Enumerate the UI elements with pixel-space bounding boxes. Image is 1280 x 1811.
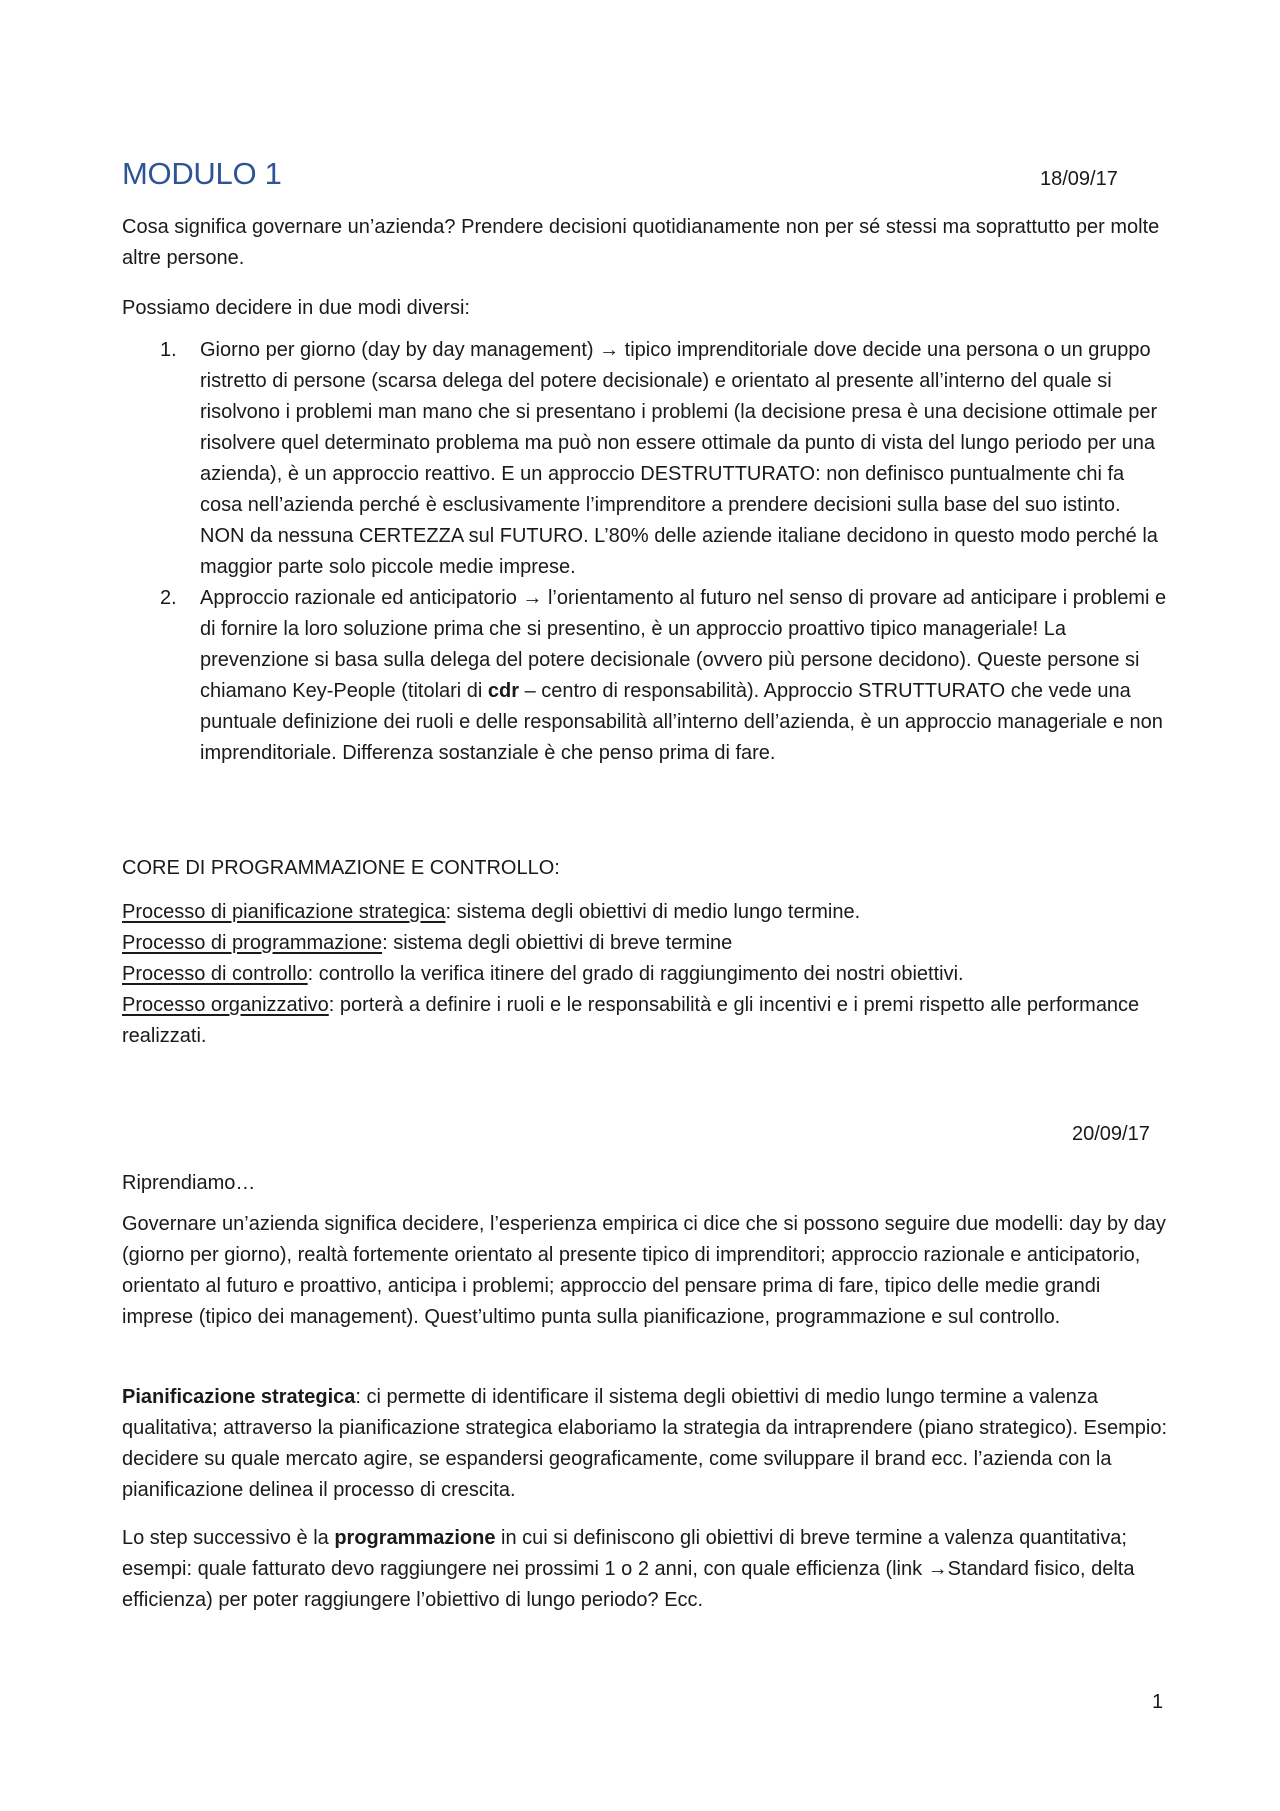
- bold-term: cdr: [487, 680, 520, 702]
- numbered-list: [122, 335, 1167, 769]
- list-item-number: 1.: [160, 339, 177, 361]
- paragraph: [122, 1382, 1167, 1506]
- process-term: Processo di pianificazione strategica: [122, 901, 446, 923]
- paragraph-text: : ci permette di identificare il sistema degli obiettivi di medio lungo termine a valenza qualitativa; attraverso la pianificazione strategica elaboriamo la strategia da intraprendere (piano strategico). Esempio: decidere su quale mercato agire, se espandersi geograficamente, come sviluppare il brand ecc. l’azienda con la pianificazione delinea il processo di crescita.: [122, 1386, 1168, 1501]
- page-title: MODULO 1: [122, 156, 282, 191]
- process-term: Processo di programmazione: [122, 932, 383, 954]
- list-item-text: [200, 587, 1166, 764]
- paragraph: Riprendiamo…: [122, 1172, 256, 1194]
- process-item: [122, 928, 1167, 959]
- paragraph: [122, 1523, 1167, 1616]
- date-label: 20/09/17: [1072, 1123, 1150, 1145]
- bold-term: Pianificazione strategica: [122, 1386, 356, 1408]
- intro-paragraph: Cosa significa governare un’azienda? Prendere decisioni quotidianamente non per sé stessi ma soprattutto per molte altre persone.: [122, 216, 1160, 269]
- section-heading: CORE DI PROGRAMMAZIONE E CONTROLLO:: [122, 857, 560, 879]
- paragraph-text: in cui si definiscono gli obiettivi di breve termine a valenza quantitativa; esempi: quale fatturato devo raggiungere nei prossimi 1 o 2 anni, con quale efficienza (link →Standard fisico, delta efficienza) per poter raggiungere l’obiettivo di lungo periodo? Ecc.: [122, 1527, 1135, 1611]
- list-item: [122, 583, 1167, 769]
- list-item: [122, 335, 1167, 583]
- process-description: : sistema degli obiettivi di medio lungo termine.: [445, 901, 861, 923]
- list-item-text-part: Approccio razionale ed anticipatorio → l’orientamento al futuro nel senso di provare ad anticipare i problemi e di fornire la loro soluzione prima che si presentino, è un approccio proattivo tipico manageriale! La prevenzione si basa sulla delega del potere decisionale (ovvero più persone decidono). Queste persone si chiamano Key-People (titolari di: [200, 587, 1167, 702]
- process-term: Processo di controllo: [122, 963, 308, 985]
- date-label: 18/09/17: [1040, 168, 1118, 190]
- process-definitions: [122, 897, 1167, 1052]
- list-item-text: Giorno per giorno (day by day management) → tipico imprenditoriale dove decide una persona o un gruppo ristretto di persone (scarsa delega del potere decisionale) e orientato al presente all’interno del quale si risolvono i problemi man mano che si presentano i problemi (la decisione presa è una decisione ottimale per risolvere quel determinato problema ma può non essere ottimale da punto di vista del lungo periodo per una azienda), è un approccio reattivo. E un approccio DESTRUTTURATO: non definisco puntualmente chi fa cosa nell’azienda perché è esclusivamente l’imprenditore a prendere decisioni sulla base del suo istinto. NON da nessuna CERTEZZA sul FUTURO. L’80% delle aziende italiane decidono in questo modo perché la maggior parte solo piccole medie imprese.: [200, 339, 1158, 578]
- process-item: [122, 897, 1167, 928]
- paragraph: Governare un’azienda significa decidere, l’esperienza empirica ci dice che si possono seguire due modelli: day by day (giorno per giorno), realtà fortemente orientato al presente tipico di imprenditori; approccio razionale e anticipatorio, orientato al futuro e proattivo, anticipa i problemi; approccio del pensare prima di fare, tipico delle medie grandi imprese (tipico dei management). Quest’ultimo punta sulla pianificazione, programmazione e sul controllo.: [122, 1213, 1166, 1328]
- list-item-number: 2.: [160, 587, 177, 609]
- process-item: [122, 959, 1167, 990]
- process-term: Processo organizzativo: [122, 994, 329, 1016]
- intro-lead-paragraph: Possiamo decidere in due modi diversi:: [122, 297, 470, 319]
- process-item: [122, 990, 1167, 1052]
- process-description: : controllo la verifica itinere del grado di raggiungimento dei nostri obiettivi.: [307, 963, 964, 985]
- process-description: : porterà a definire i ruoli e le responsabilità e gli incentivi e i premi rispetto alle performance realizzati.: [122, 994, 1140, 1047]
- paragraph-text: Lo step successivo è la: [122, 1527, 335, 1549]
- bold-term: programmazione: [334, 1527, 496, 1549]
- list-item-text-part: – centro di responsabilità). Approccio STRUTTURATO che vede una puntuale definizione dei ruoli e delle responsabilità all’interno dell’azienda, è un approccio manageriale e non imprenditoriale. Differenza sostanziale è che penso prima di fare.: [200, 680, 1163, 764]
- process-description: : sistema degli obiettivi di breve termine: [382, 932, 733, 954]
- page-number: 1: [1152, 1691, 1164, 1713]
